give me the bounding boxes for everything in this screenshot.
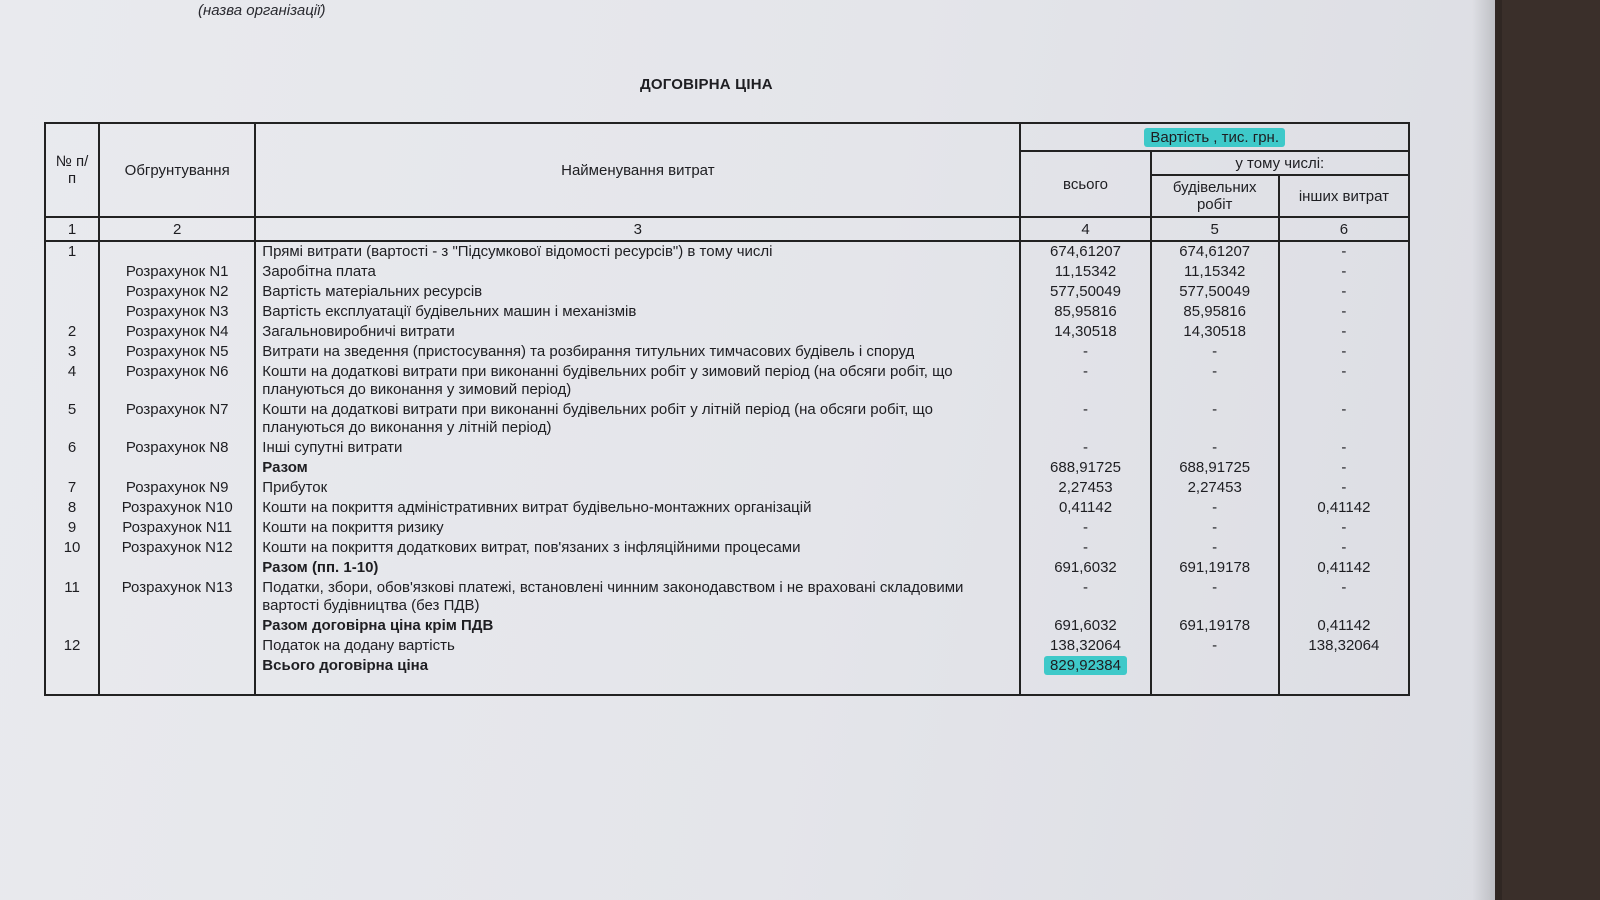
table-row [45,636,1409,656]
row-number [45,458,99,478]
row-other: - [1279,438,1409,458]
row-basis: Розрахунок N11 [99,518,255,538]
table-row [45,498,1409,518]
row-cost-name: Кошти на покриття ризику [255,518,1020,538]
row-construction: 691,19178 [1151,558,1279,578]
row-number [45,616,99,636]
row-other: 138,32064 [1279,636,1409,656]
organization-caption: (назва організації) [198,2,326,19]
table-row [45,241,1409,262]
header-column-numbers [45,217,1409,241]
contract-price-table [44,122,1410,696]
table-row [45,262,1409,282]
row-number: 12 [45,636,99,656]
row-other: - [1279,241,1409,262]
row-construction: - [1151,578,1279,616]
table-row [45,518,1409,538]
row-basis: Розрахунок N3 [99,302,255,322]
row-construction: 85,95816 [1151,302,1279,322]
header-total: всього [1020,151,1150,217]
row-total: 2,27453 [1020,478,1150,498]
row-construction: 674,61207 [1151,241,1279,262]
row-cost-name: Разом договірна ціна крім ПДВ [255,616,1020,636]
row-construction: - [1151,400,1279,438]
table-row [45,478,1409,498]
row-other: - [1279,322,1409,342]
row-number: 9 [45,518,99,538]
row-basis: Розрахунок N6 [99,362,255,400]
row-total: 11,15342 [1020,262,1150,282]
row-total: 688,91725 [1020,458,1150,478]
table-row [45,302,1409,322]
table-row [45,362,1409,400]
row-construction: - [1151,362,1279,400]
header-cost-highlight: Вартість , тис. грн. [1144,128,1285,147]
row-cost-name: Інші супутні витрати [255,438,1020,458]
row-other [1279,656,1409,695]
row-basis: Розрахунок N1 [99,262,255,282]
row-number: 2 [45,322,99,342]
row-basis: Розрахунок N13 [99,578,255,616]
row-other: - [1279,302,1409,322]
row-construction [1151,656,1279,695]
header-other: інших витрат [1279,175,1409,217]
row-basis: Розрахунок N5 [99,342,255,362]
header-cost-name: Найменування витрат [255,123,1020,217]
row-total: - [1020,538,1150,558]
row-construction: 11,15342 [1151,262,1279,282]
table-row [45,656,1409,695]
row-number: 5 [45,400,99,438]
table-row [45,282,1409,302]
paper-edge-shadow [1472,0,1502,900]
table-row [45,400,1409,438]
header-including: у тому числі: [1151,151,1409,175]
column-number: 3 [255,217,1020,241]
row-cost-name: Прибуток [255,478,1020,498]
document-title: ДОГОВІРНА ЦІНА [640,76,773,93]
row-cost-name: Витрати на зведення (пристосування) та розбирання титульних тимчасових будівель і споруд [255,342,1020,362]
row-basis [99,241,255,262]
row-total [1020,656,1150,695]
row-total: - [1020,578,1150,616]
row-basis: Розрахунок N12 [99,538,255,558]
row-other: - [1279,342,1409,362]
row-other: - [1279,458,1409,478]
row-cost-name: Податок на додану вартість [255,636,1020,656]
row-construction: - [1151,538,1279,558]
row-basis: Розрахунок N4 [99,322,255,342]
row-total: 691,6032 [1020,558,1150,578]
row-total: 85,95816 [1020,302,1150,322]
row-other: - [1279,518,1409,538]
row-other: - [1279,400,1409,438]
row-basis [99,458,255,478]
row-other: 0,41142 [1279,616,1409,636]
row-basis: Розрахунок N9 [99,478,255,498]
total-price-highlight: 829,92384 [1044,656,1127,675]
row-cost-name: Кошти на покриття додаткових витрат, пов'язаних з інфляційними процесами [255,538,1020,558]
row-other: - [1279,538,1409,558]
table-row [45,438,1409,458]
header-construction: будівельних робіт [1151,175,1279,217]
row-total: - [1020,362,1150,400]
row-cost-name: Вартість експлуатації будівельних машин і механізмів [255,302,1020,322]
column-number: 4 [1020,217,1150,241]
row-cost-name: Вартість матеріальних ресурсів [255,282,1020,302]
table-row [45,342,1409,362]
row-construction: 691,19178 [1151,616,1279,636]
row-number: 6 [45,438,99,458]
table-body [45,241,1409,695]
row-construction: - [1151,342,1279,362]
row-cost-name: Заробітна плата [255,262,1020,282]
row-number [45,558,99,578]
row-total: - [1020,518,1150,538]
row-cost-name: Кошти на додаткові витрати при виконанні будівельних робіт у зимовий період (на обсяги робіт, що плануються до виконання у зимовий період) [255,362,1020,400]
row-basis [99,558,255,578]
row-cost-name: Прямі витрати (вартості - з "Підсумкової відомості ресурсів") в тому числі [255,241,1020,262]
row-other: - [1279,362,1409,400]
row-other: 0,41142 [1279,558,1409,578]
table-row [45,558,1409,578]
row-other: - [1279,478,1409,498]
row-construction: - [1151,518,1279,538]
row-basis: Розрахунок N2 [99,282,255,302]
header-cost [1020,123,1409,151]
row-construction: - [1151,636,1279,656]
row-other: - [1279,262,1409,282]
row-cost-name: Разом (пп. 1-10) [255,558,1020,578]
row-total: 577,50049 [1020,282,1150,302]
row-construction: - [1151,438,1279,458]
row-total: 138,32064 [1020,636,1150,656]
row-basis: Розрахунок N10 [99,498,255,518]
row-cost-name: Податки, збори, обов'язкові платежі, встановлені чинним законодавством і не враховані складовими вартості будівництва (без ПДВ) [255,578,1020,616]
header-number: № п/п [45,123,99,217]
row-basis: Розрахунок N8 [99,438,255,458]
row-basis [99,616,255,636]
column-number: 1 [45,217,99,241]
row-basis [99,656,255,695]
row-basis: Розрахунок N7 [99,400,255,438]
row-construction: - [1151,498,1279,518]
row-construction: 577,50049 [1151,282,1279,302]
row-number: 7 [45,478,99,498]
row-construction: 688,91725 [1151,458,1279,478]
row-total: 674,61207 [1020,241,1150,262]
row-total: - [1020,438,1150,458]
column-number: 5 [1151,217,1279,241]
table-row [45,616,1409,636]
row-total: 14,30518 [1020,322,1150,342]
column-number: 6 [1279,217,1409,241]
row-number [45,262,99,282]
row-other: - [1279,282,1409,302]
column-number: 2 [99,217,255,241]
row-number: 4 [45,362,99,400]
row-cost-name: Всього договірна ціна [255,656,1020,695]
row-basis [99,636,255,656]
table-row [45,458,1409,478]
table-row [45,322,1409,342]
row-number: 3 [45,342,99,362]
row-number: 8 [45,498,99,518]
header-basis: Обгрунтування [99,123,255,217]
row-total: - [1020,400,1150,438]
row-cost-name: Кошти на додаткові витрати при виконанні будівельних робіт у літній період (на обсяги робіт, що плануються до виконання у літній період) [255,400,1020,438]
row-total: - [1020,342,1150,362]
row-total: 0,41142 [1020,498,1150,518]
table-row [45,578,1409,616]
row-total: 691,6032 [1020,616,1150,636]
row-construction: 14,30518 [1151,322,1279,342]
row-number: 10 [45,538,99,558]
row-number: 1 [45,241,99,262]
row-cost-name: Кошти на покриття адміністративних витрат будівельно-монтажних організацій [255,498,1020,518]
row-number: 11 [45,578,99,616]
table-row [45,538,1409,558]
row-construction: 2,27453 [1151,478,1279,498]
row-other: 0,41142 [1279,498,1409,518]
row-cost-name: Разом [255,458,1020,478]
row-number [45,656,99,695]
row-number [45,282,99,302]
row-cost-name: Загальновиробничі витрати [255,322,1020,342]
row-number [45,302,99,322]
row-other: - [1279,578,1409,616]
